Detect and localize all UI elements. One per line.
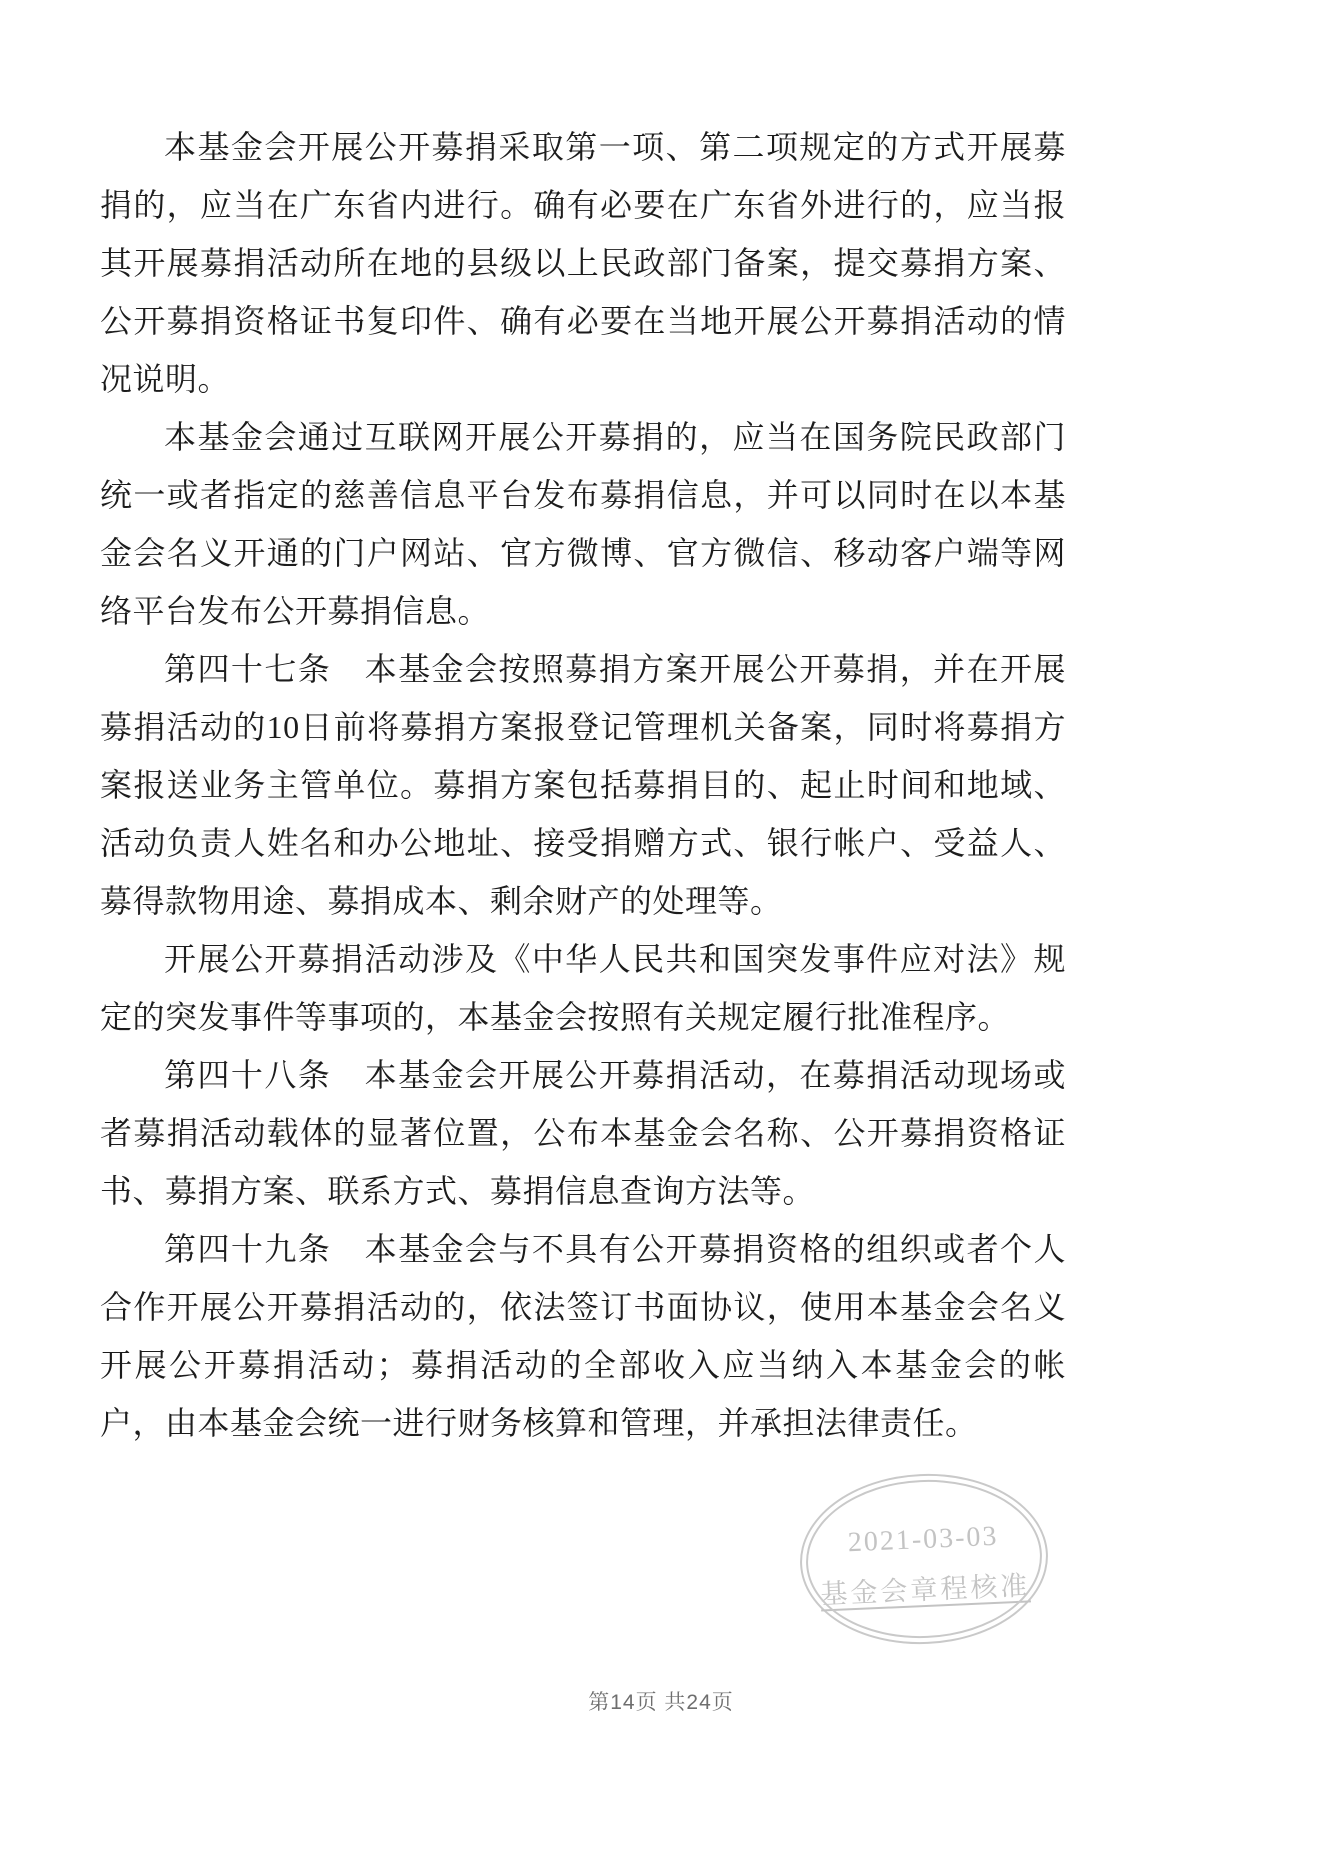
paragraph: 第四十七条 本基金会按照募捐方案开展公开募捐，并在开展募捐活动的10日前将募捐方案报登记管理机关备案，同时将募捐方案报送业务主管单位。募捐方案包括募捐目的、起止时间和地域、活动负责人姓名和办公地址、接受捐赠方式、银行帐户、受益人、募得款物用途、募捐成本、剩余财产的处理等。 [100,651,1066,919]
seal-date: 2021-03-03 [847,1520,1000,1559]
paragraph: 本基金会开展公开募捐采取第一项、第二项规定的方式开展募捐的，应当在广东省内进行。确有必要在广东省外进行的，应当报其开展募捐活动所在地的县级以上民政部门备案，提交募捐方案、公开募捐资格证书复印件、确有必要在当地开展公开募捐活动的情况说明。 [100,129,1066,397]
paragraph: 第四十八条 本基金会开展公开募捐活动，在募捐活动现场或者募捐活动载体的显著位置，公布本基金会名称、公开募捐资格证书、募捐方案、联系方式、募捐信息查询方法等。 [100,1057,1066,1209]
paragraph: 第四十九条 本基金会与不具有公开募捐资格的组织或者个人合作开展公开募捐活动的，依法签订书面协议，使用本基金会名义开展公开募捐活动；募捐活动的全部收入应当纳入本基金会的帐户，由本基金会统一进行财务核算和管理，并承担法律责任。 [100,1231,1066,1441]
paragraph: 本基金会通过互联网开展公开募捐的，应当在国务院民政部门统一或者指定的慈善信息平台发布募捐信息，并可以同时在以本基金会名义开通的门户网站、官方微博、官方微信、移动客户端等网络平台发布公开募捐信息。 [100,419,1066,629]
document-body [100,118,1066,1452]
paragraph: 开展公开募捐活动涉及《中华人民共和国突发事件应对法》规定的突发事件等事项的，本基金会按照有关规定履行批准程序。 [100,941,1066,1035]
page-footer: 第14页 共24页 [588,1691,734,1714]
seal-label: 基金会章程核准 [819,1570,1031,1610]
approval-seal [796,1469,1051,1650]
